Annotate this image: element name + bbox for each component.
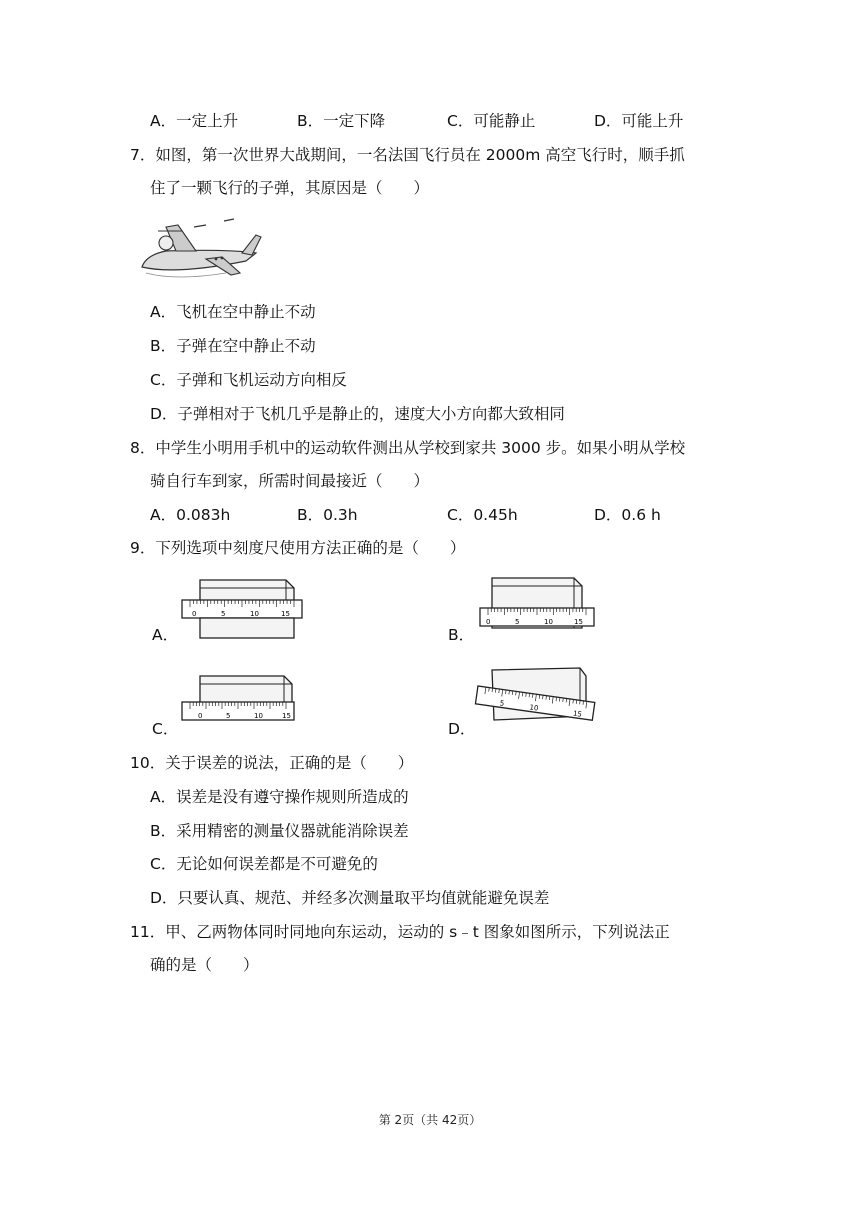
ruler-figure-d [470,664,600,734]
q8-stem-line2: 骑自行车到家，所需时间最接近（ ） [150,472,430,490]
q7-option-a: A．飞机在空中静止不动 [150,303,316,321]
q7-option-d: D．子弹相对于飞机几乎是静止的，速度大小方向都大致相同 [150,405,565,423]
svg-text:10: 10 [528,703,539,713]
q7-stem-line1: 7．如图，第一次世界大战期间，一名法国飞行员在 2000m 高空飞行时，顺手抓 [130,146,685,164]
svg-text:10: 10 [254,712,263,720]
q7-option-c: C．子弹和飞机运动方向相反 [150,371,347,389]
q8-option-a: A．0.083h [150,506,231,524]
q9-option-d: D． [448,720,476,738]
q6-option-a: A．一定上升 [150,112,239,130]
q11-stem-line2: 确的是（ ） [150,956,259,974]
airplane-figure [136,213,262,283]
q10-option-c: C．无论如何误差都是不可避免的 [150,855,378,873]
svg-text:10: 10 [250,610,259,618]
q9-option-b: B． [448,626,475,644]
svg-text:15: 15 [572,709,583,719]
q11-stem-line1: 11．甲、乙两物体同时同地向东运动，运动的 s﹣t 图象如图所示，下列说法正 [130,923,670,941]
svg-text:0: 0 [486,618,491,626]
q10-option-a: A．误差是没有遵守操作规则所造成的 [150,788,409,806]
q10-stem: 10．关于误差的说法，正确的是（ ） [130,754,414,772]
ruler-figure-b [470,574,600,638]
q7-stem-line2: 住了一颗飞行的子弹，其原因是（ ） [150,179,430,197]
q8-option-c: C．0.45h [447,506,518,524]
svg-text:5: 5 [499,699,505,708]
svg-text:15: 15 [282,712,291,720]
page-footer: 第 2页（共 42页） [378,1113,482,1127]
q8-stem-line1: 8．中学生小明用手机中的运动软件测出从学校到家共 3000 步。如果小明从学校 [130,439,686,457]
svg-text:5: 5 [515,618,520,626]
q10-option-b: B．采用精密的测量仪器就能消除误差 [150,822,409,840]
svg-text:5: 5 [226,712,231,720]
q9-stem: 9．下列选项中刻度尺使用方法正确的是（ ） [130,539,466,557]
q7-option-b: B．子弹在空中静止不动 [150,337,316,355]
q9-option-a: A． [152,626,179,644]
q6-option-d: D．可能上升 [594,112,684,130]
svg-text:10: 10 [544,618,553,626]
q9-option-c: C． [152,720,179,738]
q6-option-c: C．可能静止 [447,112,536,130]
svg-text:5: 5 [221,610,226,618]
svg-text:0: 0 [198,712,203,720]
svg-text:15: 15 [574,618,583,626]
q8-option-b: B．0.3h [297,506,358,524]
ruler-figure-a [178,576,308,640]
ruler-figure-c [178,672,308,732]
q10-option-d: D．只要认真、规范、并经多次测量取平均值就能避免误差 [150,889,550,907]
svg-text:15: 15 [281,610,290,618]
svg-text:0: 0 [192,610,197,618]
q6-option-b: B．一定下降 [297,112,386,130]
q8-option-d: D．0.6 h [594,506,661,524]
